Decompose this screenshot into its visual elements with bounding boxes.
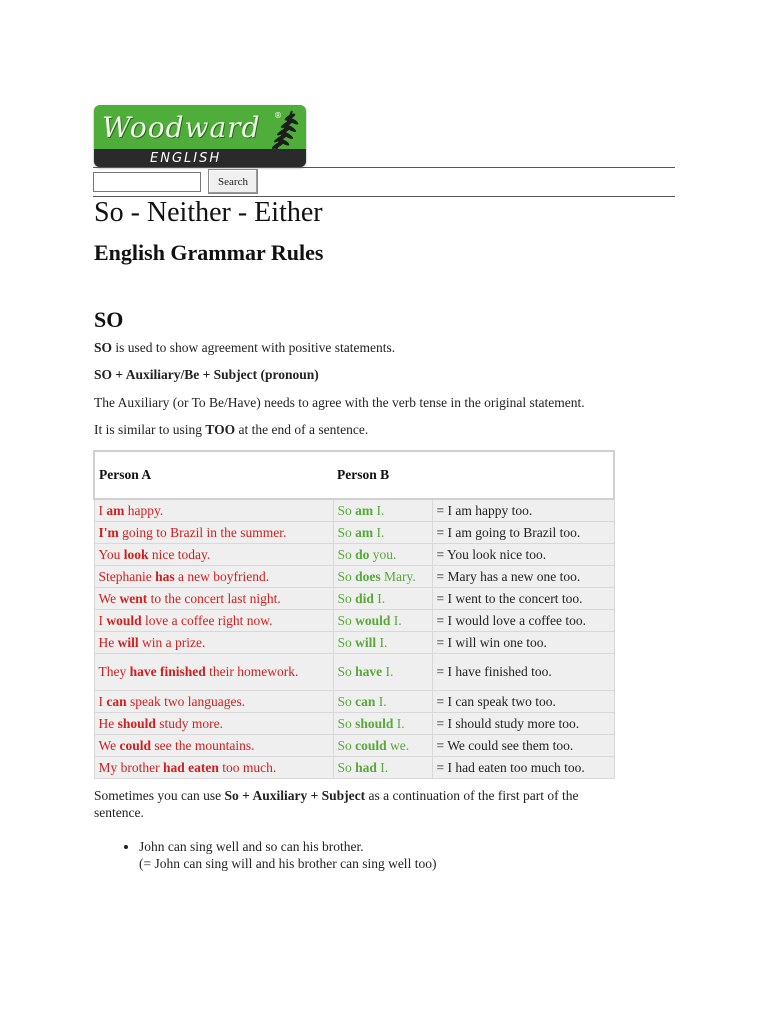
page-subtitle: English Grammar Rules <box>94 240 324 265</box>
person-a-cell <box>94 522 333 544</box>
continuation-post: as a continuation of the first part of the <box>365 788 579 803</box>
person-a-text-end: love a coffee right now. <box>141 612 273 628</box>
person-a-text: My brother <box>98 759 163 775</box>
header-person-a: Person A <box>94 451 333 499</box>
person-b-cell <box>333 544 432 566</box>
person-a-text-end: going to Brazil in the summer. <box>118 524 287 540</box>
person-b-text-end: I. <box>393 715 405 731</box>
person-a-text-end: to the concert last night. <box>147 590 281 606</box>
person-b-verb: does <box>355 568 381 584</box>
meaning-cell: = I would love a coffee too. <box>432 610 614 632</box>
person-a-text: We <box>98 737 120 753</box>
person-b-text: So <box>337 693 356 709</box>
person-b-text-end: I. <box>376 634 388 650</box>
person-a-verb: would <box>106 612 142 628</box>
logo-brand-text: Woodward <box>102 111 261 144</box>
person-b-text-end: you. <box>369 546 397 562</box>
person-a-verb: has <box>155 568 175 584</box>
person-b-verb: have <box>355 664 383 679</box>
person-b-cell <box>333 566 432 588</box>
continuation-pre: Sometimes you can use <box>94 788 225 803</box>
meaning-cell: = I went to the concert too. <box>432 588 614 610</box>
page-title: So - Neither - Either <box>94 197 323 228</box>
person-a-text: You <box>98 546 124 562</box>
intro-line-4-bold: TOO <box>205 422 236 437</box>
person-b-text: So <box>337 524 356 540</box>
person-a-cell <box>94 735 333 757</box>
woodward-english-logo[interactable] <box>94 105 306 167</box>
person-b-verb: did <box>355 590 374 606</box>
meaning-cell: = I will win one too. <box>432 632 614 654</box>
section-heading: SO <box>94 307 124 332</box>
person-b-verb: can <box>355 693 376 709</box>
search-button[interactable]: Search <box>208 169 258 194</box>
person-a-cell <box>94 632 333 654</box>
person-a-cell <box>94 757 333 779</box>
person-a-cell <box>94 499 333 522</box>
person-a-verb: will <box>117 634 139 650</box>
person-a-verb: I'm <box>98 524 119 540</box>
person-a-cell <box>94 654 333 691</box>
example-sentence: John can sing well and so can his brother. <box>139 839 364 854</box>
table-row <box>94 735 614 757</box>
person-b-verb: would <box>355 612 391 628</box>
person-a-text-end: their homework. <box>205 664 299 679</box>
person-b-text-end: Mary. <box>380 568 416 584</box>
person-a-cell <box>94 544 333 566</box>
table-row <box>94 566 614 588</box>
person-b-text: So <box>337 634 356 650</box>
person-b-verb: should <box>355 715 394 731</box>
person-a-text-end: nice today. <box>148 546 211 562</box>
intro-line-3: The Auxiliary (or To Be/Have) needs to agree with the verb tense in the original statement. <box>94 395 585 410</box>
person-a-verb: should <box>117 715 156 731</box>
person-b-text: So <box>337 759 356 775</box>
person-b-text-end: I. <box>373 524 385 540</box>
person-b-cell <box>333 588 432 610</box>
person-a-text-end: see the mountains. <box>151 737 255 753</box>
person-b-text: So <box>337 546 356 562</box>
person-a-verb: look <box>123 546 149 562</box>
person-b-verb: am <box>355 502 374 518</box>
person-b-cell <box>333 499 432 522</box>
person-b-cell <box>333 632 432 654</box>
person-b-verb: will <box>355 634 377 650</box>
table-row <box>94 499 614 522</box>
meaning-cell: = I can speak two too. <box>432 691 614 713</box>
person-b-cell <box>333 610 432 632</box>
person-b-text-end: I. <box>373 502 385 518</box>
person-a-cell <box>94 610 333 632</box>
person-a-verb: went <box>119 590 148 606</box>
person-a-text-end: too much. <box>218 759 277 775</box>
continuation-line-1 <box>94 788 578 804</box>
person-b-verb: could <box>355 737 387 753</box>
person-a-cell <box>94 588 333 610</box>
person-b-cell <box>333 522 432 544</box>
meaning-cell: = I should study more too. <box>432 713 614 735</box>
person-a-verb: had eaten <box>163 759 219 775</box>
meaning-cell: = I am going to Brazil too. <box>432 522 614 544</box>
table-row <box>94 691 614 713</box>
person-b-text-end: I. <box>375 693 387 709</box>
person-b-cell <box>333 654 432 691</box>
intro-line-4-pre: It is similar to using <box>94 422 206 437</box>
person-a-text-end: happy. <box>124 502 164 518</box>
person-a-text: He <box>98 715 118 731</box>
person-b-verb: am <box>355 524 374 540</box>
person-b-text: So <box>337 737 356 753</box>
table-row <box>94 654 614 691</box>
person-a-verb: am <box>106 502 125 518</box>
person-a-text: Stephanie <box>98 568 156 584</box>
continuation-line-2: sentence. <box>94 805 144 820</box>
person-b-text-end: I. <box>376 759 389 775</box>
person-a-verb: can <box>106 693 127 709</box>
list-item <box>139 838 436 872</box>
meaning-cell: = We could see them too. <box>432 735 614 757</box>
person-b-text-end: I. <box>373 590 386 606</box>
person-b-text: So <box>337 664 356 679</box>
person-b-text-end: I. <box>390 612 402 628</box>
examples-table <box>93 450 615 779</box>
person-a-verb: have finished <box>129 664 206 679</box>
search-input[interactable] <box>93 172 201 192</box>
person-a-text: I <box>98 502 107 518</box>
person-a-text: I <box>98 693 107 709</box>
person-b-text: So <box>337 502 356 518</box>
table-row <box>94 522 614 544</box>
person-b-text: So <box>337 612 356 628</box>
meaning-cell: = I had eaten too much too. <box>432 757 614 779</box>
divider-top <box>93 167 675 168</box>
person-b-verb: had <box>355 759 377 775</box>
meaning-cell: = Mary has a new one too. <box>432 566 614 588</box>
table-row <box>94 588 614 610</box>
person-a-cell <box>94 713 333 735</box>
intro-rest: is used to show agreement with positive statements. <box>112 340 396 355</box>
person-b-text: So <box>337 568 356 584</box>
person-a-cell <box>94 691 333 713</box>
person-a-text-end: speak two languages. <box>126 693 246 709</box>
person-a-text: They <box>98 664 130 679</box>
table-row <box>94 757 614 779</box>
intro-line-4-post: at the end of a sentence. <box>235 422 369 437</box>
table-row <box>94 610 614 632</box>
person-b-text: So <box>337 715 356 731</box>
intro-line-4 <box>94 422 368 438</box>
intro-bold: SO <box>94 340 113 355</box>
table-row <box>94 632 614 654</box>
meaning-cell: = I have finished too. <box>432 654 614 691</box>
person-a-text-end: study more. <box>155 715 224 731</box>
intro-line-1 <box>94 340 395 356</box>
logo-registered-mark: ® <box>274 111 282 120</box>
person-b-cell <box>333 757 432 779</box>
person-a-text: I <box>98 612 107 628</box>
person-b-verb: do <box>355 546 370 562</box>
person-a-text: We <box>98 590 120 606</box>
table-row <box>94 713 614 735</box>
person-b-text-end: I. <box>382 664 394 679</box>
person-a-text-end: a new boyfriend. <box>174 568 270 584</box>
person-a-text-end: win a prize. <box>138 634 206 650</box>
person-a-cell <box>94 566 333 588</box>
person-a-text: He <box>98 634 118 650</box>
person-b-text: So <box>337 590 356 606</box>
formula <box>94 367 319 383</box>
example-explanation: (= John can sing will and his brother can sing well too) <box>139 856 437 871</box>
table-row <box>94 544 614 566</box>
person-b-cell <box>333 735 432 757</box>
person-b-cell <box>333 713 432 735</box>
header-meaning <box>432 451 614 499</box>
header-person-b: Person B <box>333 451 432 499</box>
formula-text: SO + Auxiliary/Be + Subject (pronoun) <box>94 367 319 382</box>
example-list <box>94 838 436 872</box>
continuation-bold: So + Auxiliary + Subject <box>224 788 366 803</box>
person-b-cell <box>333 691 432 713</box>
meaning-cell: = You look nice too. <box>432 544 614 566</box>
person-b-text-end: we. <box>386 737 410 753</box>
logo-sub-text: ENGLISH <box>150 151 222 166</box>
meaning-cell: = I am happy too. <box>432 499 614 522</box>
person-a-verb: could <box>119 737 152 753</box>
